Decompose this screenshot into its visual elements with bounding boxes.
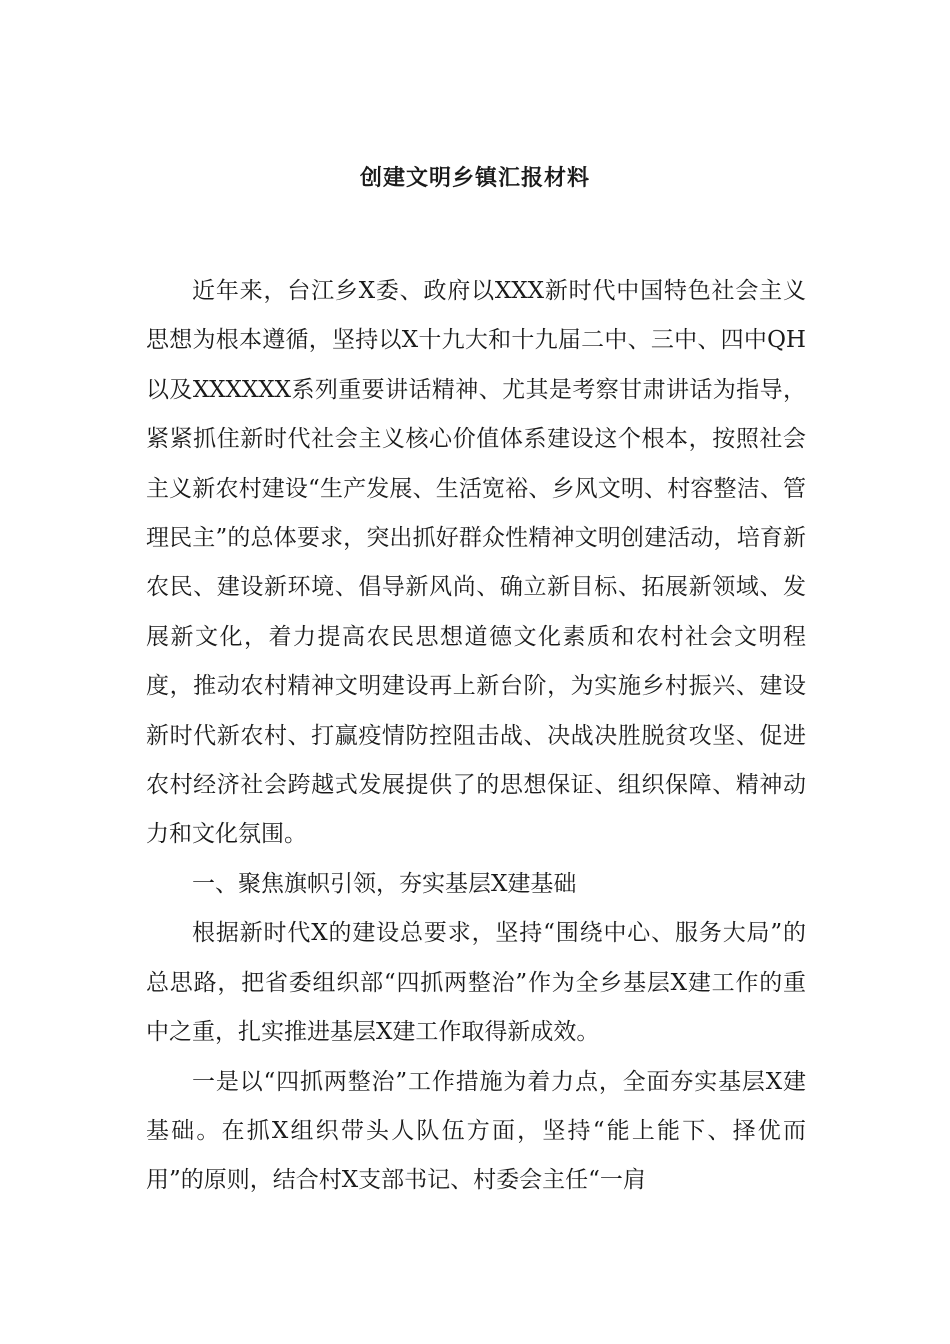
- document-title: 创建文明乡镇汇报材料: [359, 165, 590, 191]
- section-heading: 一、聚焦旗帜引领，夯实基层X建基础: [192, 870, 577, 897]
- document-body: [146, 267, 806, 1206]
- section-paragraph: 根据新时代X的建设总要求，坚持“围绕中心、服务大局”的总思路，把省委组织部“四抓两整治”作为全乡基层X建工作的重中之重，扎实推进基层X建工作取得新成效。: [146, 920, 806, 1046]
- section-paragraph: 一是以“四抓两整治”工作措施为着力点，全面夯实基层X建基础。在抓X组织带头人队伍方面，坚持“能上能下、择优而用”的原则，结合村X支部书记、村委会主任“一肩: [146, 1068, 806, 1194]
- intro-paragraph: 近年来，台江乡X委、政府以XXX新时代中国特色社会主义思想为根本遵循，坚持以X十九大和十九届二中、三中、四中QH以及XXXXXX系列重要讲话精神、尤其是考察甘肃讲话为指导，紧紧抓住新时代社会主义核心价值体系建设这个根本，按照社会主义新农村建设“生产发展、生活宽裕、乡风文明、村容整洁、管理民主”的总体要求，突出抓好群众性精神文明创建活动，培育新农民、建设新环境、倡导新风尚、确立新目标、拓展新领域、发展新文化，着力提高农民思想道德文化素质和农村社会文明程度，推动农村精神文明建设再上新台阶，为实施乡村振兴、建设新时代新农村、打赢疫情防控阻击战、决战决胜脱贫攻坚、促进农村经济社会跨越式发展提供了的思想保证、组织保障、精神动力和文化氛围。: [146, 278, 806, 848]
